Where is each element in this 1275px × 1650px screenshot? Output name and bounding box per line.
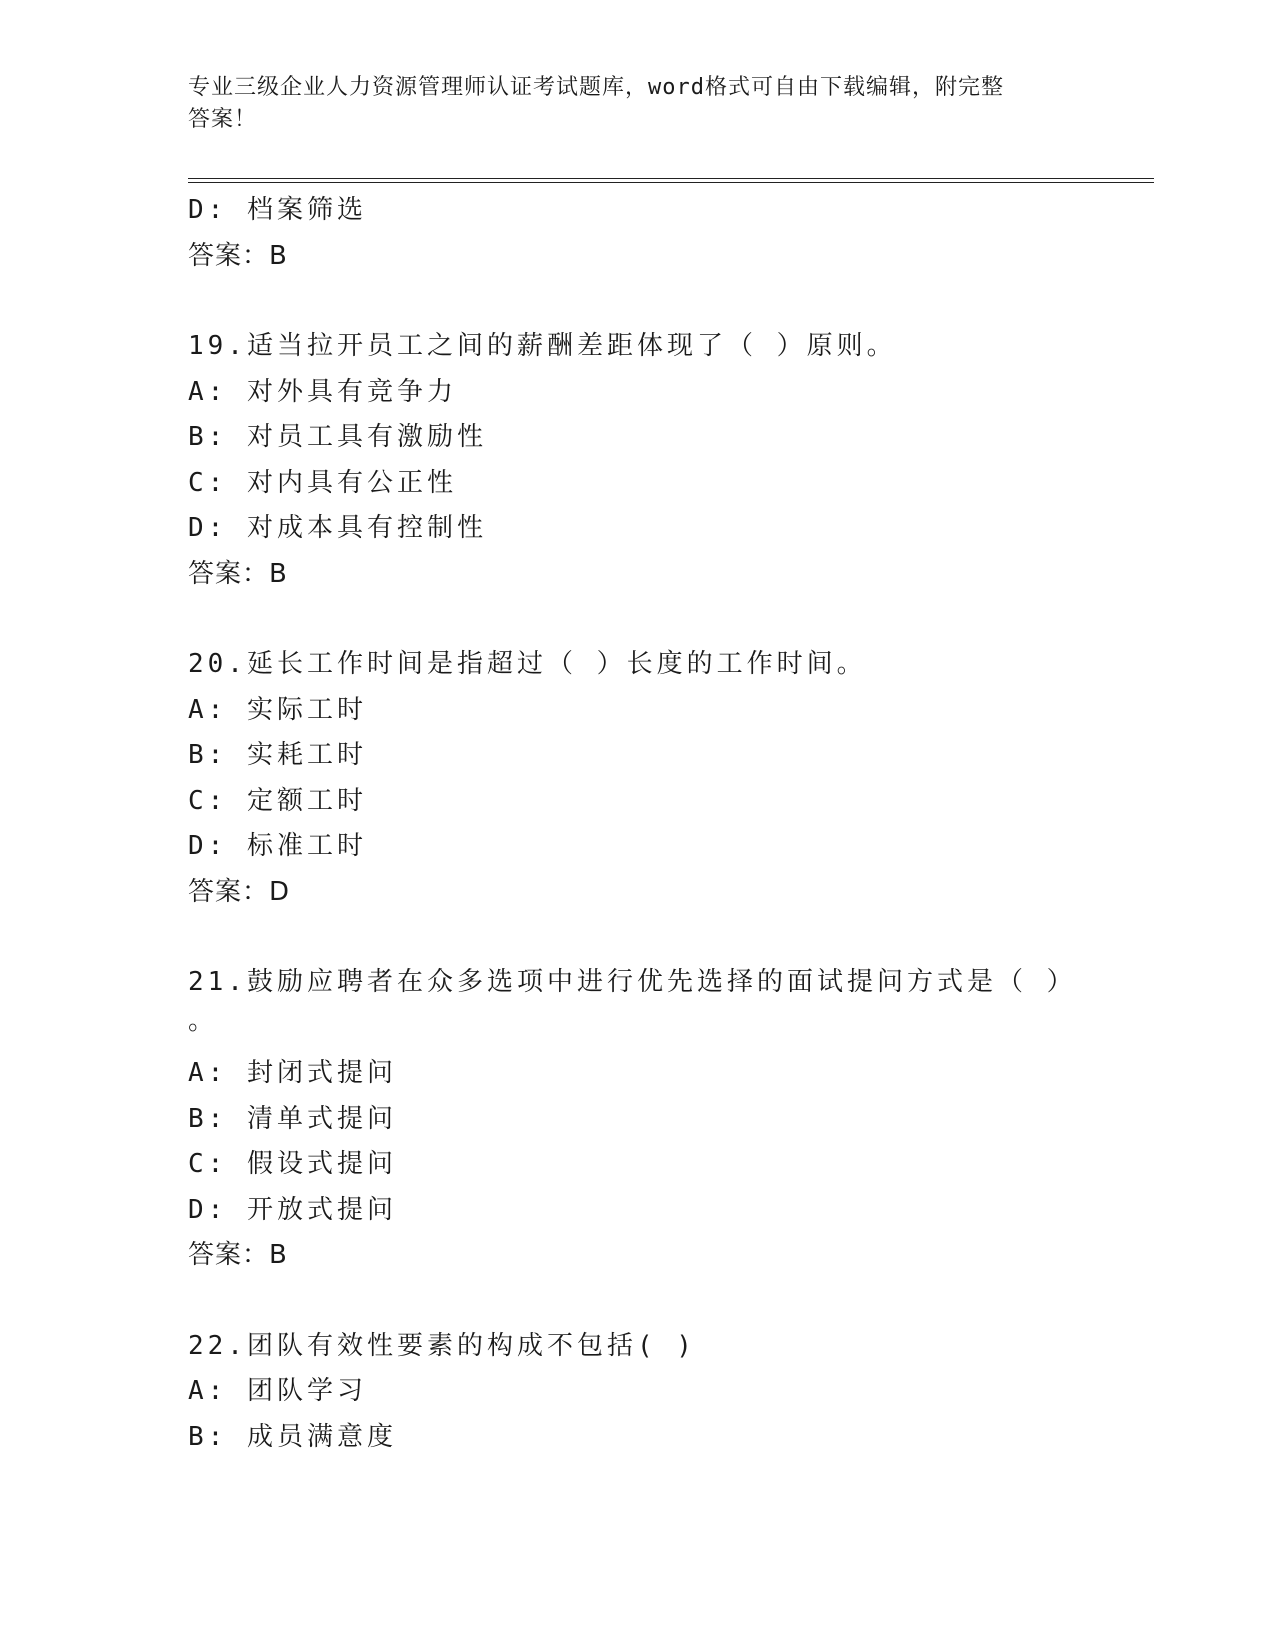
option-b: B: 清单式提问 (188, 1103, 397, 1134)
option-a: A: 对外具有竞争力 (188, 376, 457, 407)
option-c: C: 对内具有公正性 (188, 467, 457, 498)
document-header (188, 72, 1088, 136)
question-20 (188, 642, 1088, 915)
question-19 (188, 324, 1088, 597)
question-stem: 22.团队有效性要素的构成不包括( ) (188, 1330, 696, 1361)
header-rule-top (188, 178, 1154, 179)
answer-line: 答案：B (188, 558, 288, 589)
header-rule-bottom (188, 182, 1154, 183)
question-stem-tail: 。 (188, 1005, 215, 1036)
option-a: A: 团队学习 (188, 1376, 367, 1406)
option-d: D: 对成本具有控制性 (188, 513, 487, 543)
option-c: C: 假设式提问 (188, 1149, 397, 1179)
option-d: D: 开放式提问 (188, 1194, 397, 1225)
option-a: A: 实际工时 (188, 694, 367, 725)
option-b: B: 成员满意度 (188, 1421, 397, 1452)
header-line-2: 答案！ (188, 107, 258, 132)
option-a: A: 封闭式提问 (188, 1058, 397, 1088)
question-18 (188, 188, 1088, 279)
question-stem: 20.延长工作时间是指超过（ ）长度的工作时间。 (188, 649, 867, 679)
question-stem: 21.鼓励应聘者在众多选项中进行优先选择的面试提问方式是（ ） (188, 967, 1077, 997)
header-line-1: 专业三级企业人力资源管理师认证考试题库，word格式可自由下载编辑，附完整 (188, 75, 1004, 100)
question-list (188, 188, 1088, 1460)
option-b: B: 对员工具有激励性 (188, 422, 487, 452)
option-d: D: 档案筛选 (188, 195, 367, 225)
question-stem: 19.适当拉开员工之间的薪酬差距体现了（ ）原则。 (188, 331, 897, 361)
question-21 (188, 960, 1088, 1279)
option-d: D: 标准工时 (188, 831, 367, 861)
option-c: C: 定额工时 (188, 785, 367, 816)
option-b: B: 实耗工时 (188, 740, 367, 770)
answer-line: 答案：D (188, 876, 291, 907)
question-22 (188, 1324, 1088, 1461)
answer-line: 答案：B (188, 1240, 288, 1270)
answer-line: 答案：B (188, 240, 288, 271)
